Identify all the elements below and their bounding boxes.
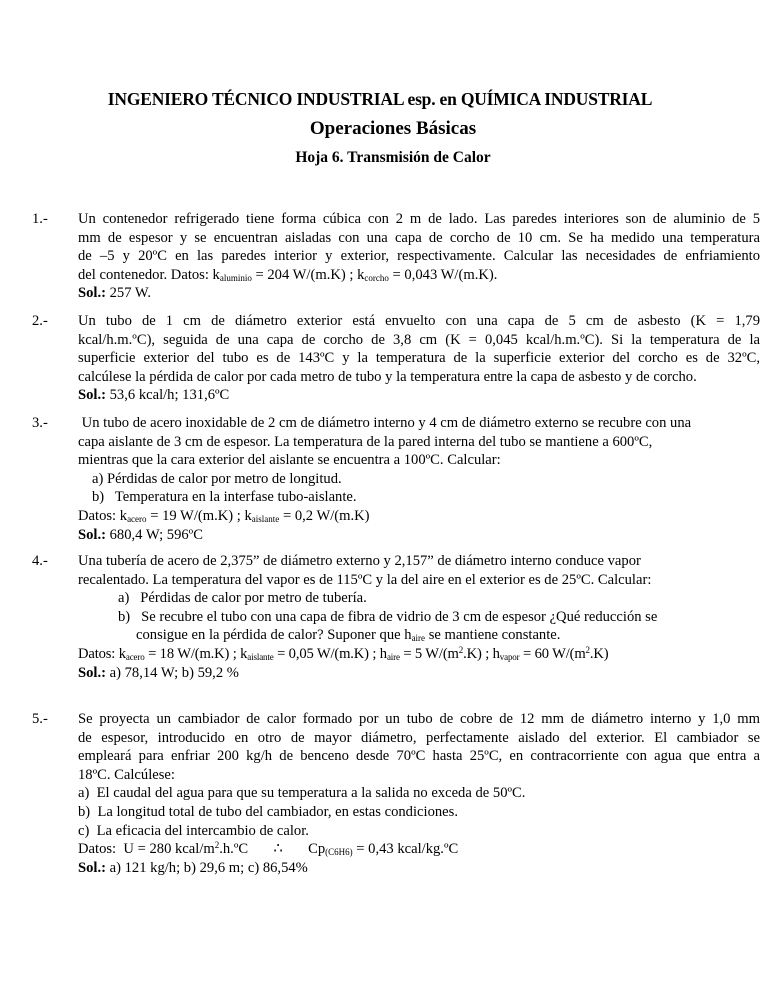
solution-value: 53,6 kcal/h; 131,6ºC	[105, 387, 230, 404]
solution-value: a) 78,14 W; b) 59,2 %	[105, 664, 239, 681]
subscript: acero	[127, 513, 147, 524]
datos-text: del contenedor. Datos: k	[78, 266, 220, 283]
document-title: INGENIERO TÉCNICO INDUSTRIAL esp. en QUÍMICA INDUSTRIAL	[107, 89, 653, 109]
problem-text-line: kcal/h.m.ºC), seguida de una capa de corcho de 3,8 cm (K = 0,045 kcal/h.m.ºC). Si la temperatura de la	[78, 331, 760, 348]
problem-text-line: Un tubo de 1 cm de diámetro exterior está envuelto con una capa de 5 cm de asbesto (K = 1,79	[78, 313, 760, 329]
problem-text-line: Se proyecta un cambiador de calor formado por un tubo de cobre de 12 mm de diámetro interno y 1,0 mm	[78, 711, 760, 727]
datos-line	[78, 840, 760, 859]
sub-item-a: a) Pérdidas de calor por metro de tubería.	[118, 590, 367, 607]
subscript: aire	[411, 633, 426, 644]
datos-text: = 19 W/(m.K) ; k	[146, 507, 252, 524]
datos-label: Datos:	[78, 841, 117, 858]
sub-item-b-continuation	[78, 626, 760, 645]
datos-text: = 0,05 W/(m.K) ; h	[273, 645, 387, 662]
problem-text-line: mientras que la cara exterior del aislante se encuentra a 100ºC. Calcular:	[78, 452, 501, 469]
datos-text: = 0,43 kcal/kg.ºC	[352, 841, 459, 858]
problem-text-line: calcúlese la pérdida de calor por cada metro de tubo y la temperatura entre la capa de asbesto y de corcho.	[78, 368, 697, 385]
sub-item-a: a) Pérdidas de calor por metro de longitud.	[92, 470, 342, 487]
problem-text-line: mm de espesor y se encuentran aisladas con una capa de corcho de 10 cm. Se ha medido una temperatura	[78, 229, 760, 246]
problem-text-line: de –5 y 20ºC en las paredes interior y exterior, respectivamente. Calcular las necesidades de enfriamiento	[78, 248, 760, 265]
sub-item-a: a) El caudal del agua para que su temperatura a la salida no exceda de 50ºC.	[78, 785, 526, 802]
problem-text-line: recalentado. La temperatura del vapor es de 115ºC y la del aire en el exterior es de 25ºC. Calcular:	[78, 571, 652, 588]
sol-label: Sol.:	[78, 859, 106, 876]
problem-number: 5.-	[32, 711, 48, 727]
therefore-symbol: ∴	[273, 841, 283, 858]
datos-text: k	[115, 645, 126, 662]
problem-number: 2.-	[32, 313, 48, 329]
datos-text: = 5 W/(m	[399, 645, 459, 662]
subscript: acero	[125, 651, 145, 662]
sub-item-b: b) La longitud total de tubo del cambiador, en estas condiciones.	[78, 803, 458, 820]
datos-line	[78, 645, 760, 664]
datos-text: = 0,043 W/(m.K).	[388, 266, 498, 283]
datos-label: Datos:	[78, 645, 116, 662]
problem-text-line: 18ºC. Calcúlese:	[78, 766, 175, 783]
solution-value: a) 121 kg/h; b) 29,6 m; c) 86,54%	[105, 859, 308, 876]
sub-item-b: b) Temperatura en la interfase tubo-aislante.	[92, 489, 357, 506]
problem-text-line: superficie exterior del tubo es de 143ºC y la temperatura de la superficie exterior del corcho es de 32ºC,	[78, 350, 760, 367]
solution-line	[78, 386, 760, 405]
sheet-title: Hoja 6. Transmisión de Calor	[295, 149, 491, 166]
sol-label: Sol.:	[78, 387, 106, 404]
problem-number: 3.-	[32, 415, 48, 431]
datos-text: .h.ºC	[219, 841, 249, 858]
subscript: corcho	[364, 272, 389, 283]
subscript: aluminio	[219, 272, 252, 283]
problem-number: 1.-	[32, 211, 48, 227]
problem-text-line: Un contenedor refrigerado tiene forma cúbica con 2 m de lado. Las paredes interiores son de aluminio de 5	[78, 211, 760, 227]
datos-text: = 204 W/(m.K) ; k	[251, 266, 365, 283]
subscript: vapor	[499, 651, 520, 662]
solution-line	[78, 526, 760, 545]
superscript: 2	[214, 840, 220, 851]
datos-text: = 18 W/(m.K) ; k	[144, 645, 248, 662]
sol-label: Sol.:	[78, 285, 106, 302]
datos-text: = 60 W/(m	[519, 645, 586, 662]
datos-text: k	[116, 507, 128, 524]
datos-line	[78, 507, 760, 526]
datos-line	[78, 266, 760, 285]
item-text: consigue en la pérdida de calor? Suponer que h	[136, 627, 412, 644]
problem-text-line: capa aislante de 3 cm de espesor. La temperatura de la pared interna del tubo se mantiene a 600ºC,	[78, 433, 653, 450]
solution-value: 257 W.	[105, 285, 151, 302]
subscript: aire	[386, 651, 400, 662]
sub-item-b: b) Se recubre el tubo con una capa de fibra de vidrio de 3 cm de espesor ¿Qué reducción se	[118, 608, 658, 625]
problem-text-line: de espesor, introducido en otro de mayor diámetro, perfectamente aislado del exterior. El cambiador se	[78, 729, 760, 746]
superscript: 2	[458, 644, 464, 655]
problem-text-line: empleará para enfriar 200 kg/h de benceno desde 70ºC hasta 25ºC, en contracorriente con agua que entra a	[78, 748, 760, 765]
solution-line	[78, 859, 760, 878]
subscript: aislante	[251, 513, 280, 524]
datos-text: .K) ; h	[463, 645, 500, 662]
solution-line	[78, 664, 760, 683]
subscript: (C6H6)	[325, 847, 353, 858]
item-text: se mantiene constante.	[425, 627, 561, 644]
problem-number: 4.-	[32, 553, 48, 569]
datos-text: .K)	[589, 645, 609, 662]
sub-item-c: c) La eficacia del intercambio de calor.	[78, 822, 309, 839]
sol-label: Sol.:	[78, 526, 106, 543]
datos-text: = 0,2 W/(m.K)	[279, 507, 370, 524]
datos-text: U = 280 kcal/m	[116, 841, 215, 858]
problem-text-line: Un tubo de acero inoxidable de 2 cm de diámetro interno y 4 cm de diámetro externo se recubre con una	[78, 415, 692, 431]
datos-label: Datos:	[78, 507, 117, 524]
sol-label: Sol.:	[78, 664, 106, 681]
problem-text-line: Una tubería de acero de 2,375” de diámetro externo y 2,157” de diámetro interno conduce vapor	[78, 553, 641, 569]
datos-text: Cp	[308, 841, 326, 858]
superscript: 2	[585, 644, 590, 655]
subject-title: Operaciones Básicas	[309, 118, 477, 139]
solution-value: 680,4 W; 596ºC	[105, 526, 203, 543]
subscript: aislante	[247, 651, 274, 662]
solution-line	[78, 284, 760, 303]
